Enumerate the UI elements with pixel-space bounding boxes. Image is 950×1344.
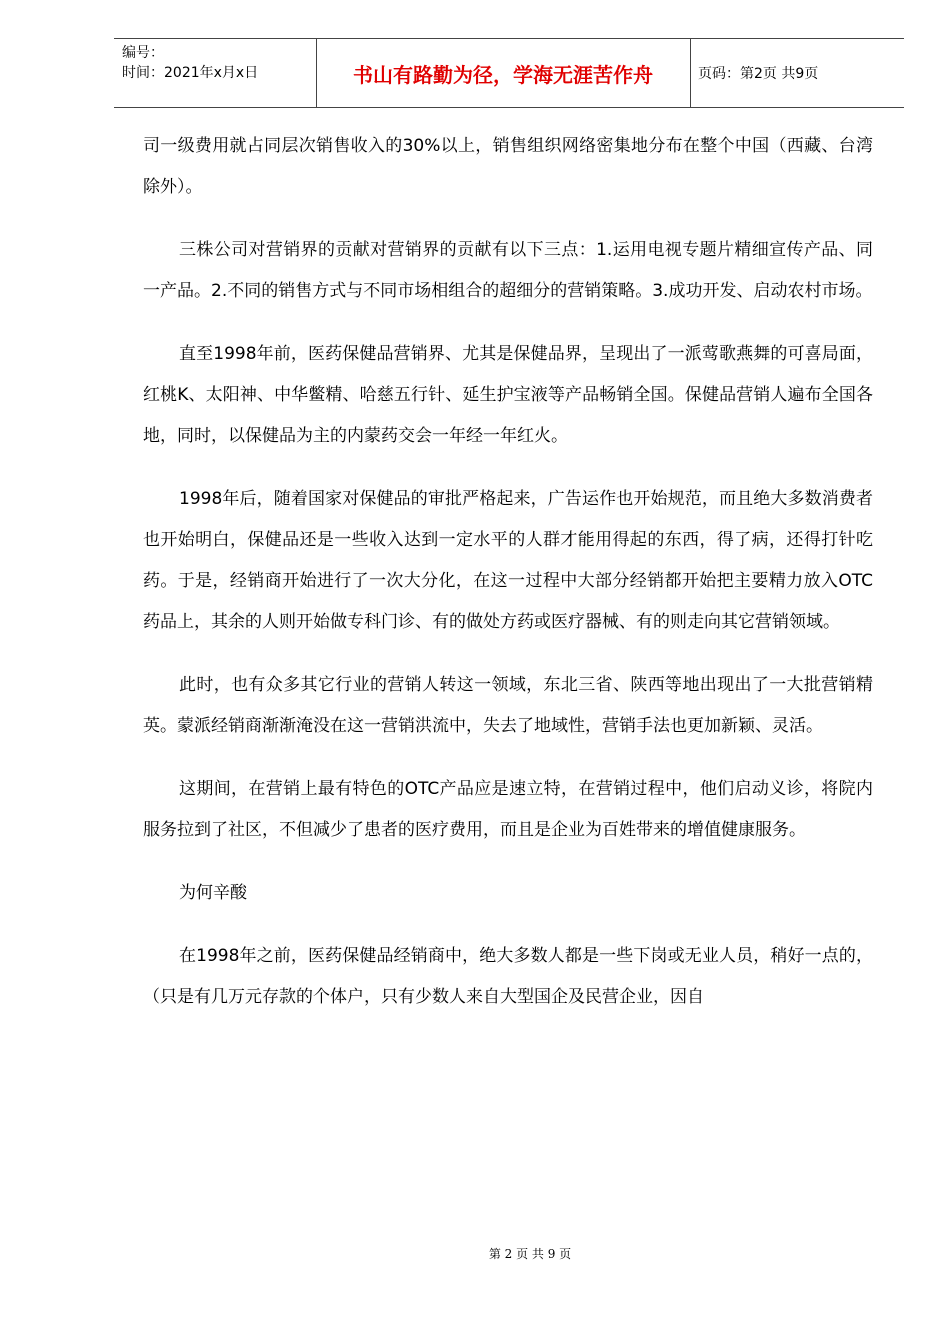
code-label: 编号：: [122, 45, 164, 61]
header-meta: [122, 43, 258, 83]
paragraph: 1998年后，随着国家对保健品的审批严格起来，广告运作也开始规范，而且绝大多数消费者也开始明白，保健品还是一些收入达到一定水平的人群才能用得起的东西，得了病，还得打针吃药。于是，经销商开始进行了一次大分化，在这一过程中大部分经销都开始把主要精力放入OTC药品上，其余的人则开始做专科门诊、有的做处方药或医疗器械、有的则走向其它营销领域。: [143, 489, 873, 632]
paragraph: 在1998年之前，医药保健品经销商中，绝大多数人都是一些下岗或无业人员，稍好一点的，（只是有几万元存款的个体户，只有少数人来自大型国企及民营企业，因自: [143, 946, 873, 1007]
page-footer: 第 2 页 共 9 页: [488, 1247, 572, 1261]
header-page-info: 页码：第2页 共9页: [698, 66, 819, 82]
header-motto: 书山有路勤为径，学海无涯苦作舟: [353, 62, 653, 87]
page-header: [114, 38, 904, 108]
paragraph: 三株公司对营销界的贡献对营销界的贡献有以下三点：1.运用电视专题片精细宣传产品、同一产品。2.不同的销售方式与不同市场相组合的超细分的营销策略。3.成功开发、启动农村市场。: [143, 240, 873, 301]
time-label: 时间：2021年x月x日: [122, 65, 259, 81]
paragraph: 直至1998年前，医药保健品营销界、尤其是保健品界，呈现出了一派莺歌燕舞的可喜局面，红桃K、太阳神、中华鳖精、哈慈五行针、延生护宝液等产品畅销全国。保健品营销人遍布全国各地，同时，以保健品为主的内蒙药交会一年经一年红火。: [143, 344, 873, 446]
header-divider: [690, 39, 691, 107]
document-body: [143, 126, 873, 1040]
paragraph: 司一级费用就占同层次销售收入的30%以上，销售组织网络密集地分布在整个中国（西藏、台湾除外）。: [143, 136, 873, 197]
paragraph: 这期间，在营销上最有特色的OTC产品应是速立特，在营销过程中，他们启动义诊，将院内服务拉到了社区，不但减少了患者的医疗费用，而且是企业为百姓带来的增值健康服务。: [143, 779, 873, 840]
section-heading: 为何辛酸: [179, 883, 247, 903]
paragraph: 此时，也有众多其它行业的营销人转这一领域，东北三省、陕西等地出现出了一大批营销精英。蒙派经销商渐渐淹没在这一营销洪流中，失去了地域性，营销手法也更加新颖、灵活。: [143, 675, 873, 736]
